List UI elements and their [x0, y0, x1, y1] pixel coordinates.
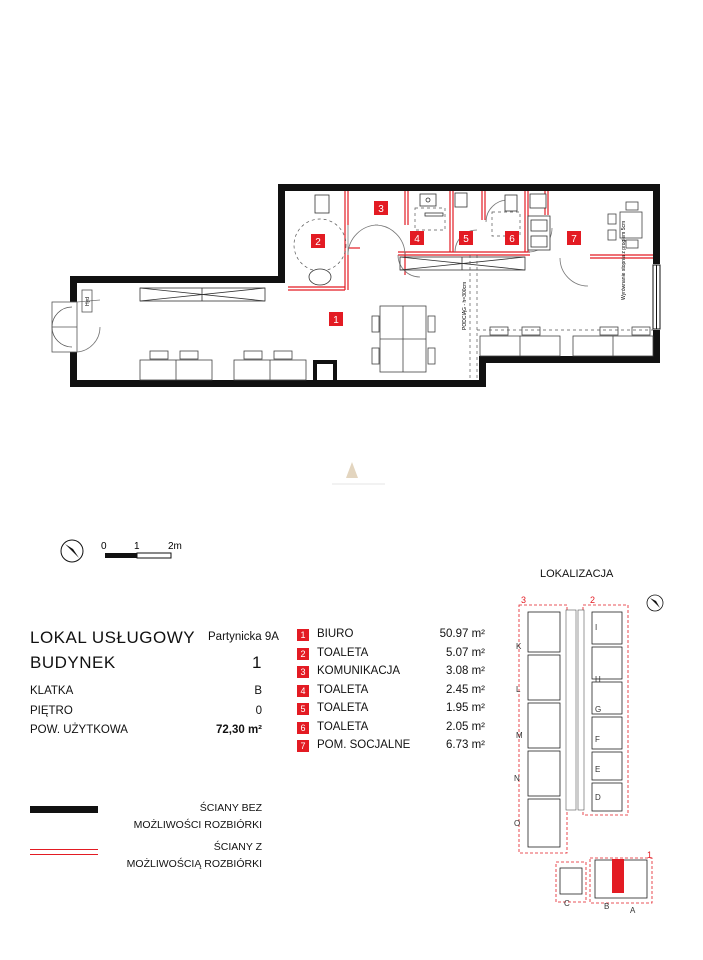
klatka-value: B: [254, 685, 262, 697]
svg-text:6: 6: [509, 234, 515, 245]
room-row: 4 TOALETA 2.45 m²: [297, 683, 497, 701]
location-map: [500, 588, 680, 918]
svg-text:C: C: [564, 899, 570, 908]
pow-value: 72,30 m²: [215, 724, 262, 736]
scale-bar: [55, 535, 195, 570]
scale-two: 2m: [168, 541, 182, 552]
svg-text:B: B: [604, 902, 610, 911]
room-row: 3 KOMUNIKACJA 3.08 m²: [297, 664, 497, 682]
svg-text:I: I: [595, 623, 598, 632]
svg-text:G: G: [595, 705, 602, 714]
legend-removable-text: ŚCIANY Z MOŻLIWOŚCIĄ ROZBIÓRKI: [126, 841, 262, 870]
svg-text:D: D: [595, 793, 601, 802]
svg-text:4: 4: [414, 234, 420, 245]
hyd-label: Hyd: [85, 297, 91, 306]
address: Partynicka 9A: [208, 631, 279, 643]
room-row: 1 BIURO 50.97 m²: [297, 627, 497, 645]
room-row: 6 TOALETA 2.05 m²: [297, 720, 497, 738]
pietro-value: 0: [255, 705, 262, 717]
svg-text:5: 5: [463, 234, 469, 245]
svg-text:N: N: [514, 774, 520, 783]
svg-text:F: F: [595, 735, 600, 744]
legend-fixed-wall-swatch: [30, 806, 98, 813]
room-row: 5 TOALETA 1.95 m²: [297, 701, 497, 719]
budynek-label: BUDYNEK: [30, 653, 116, 672]
pow-label: POW. UŻYTKOWA: [30, 724, 128, 736]
lokal-label: LOKAL USŁUGOWY: [30, 628, 196, 647]
svg-text:E: E: [595, 765, 601, 774]
svg-text:O: O: [514, 819, 521, 828]
compass-icon-small: [647, 595, 663, 611]
building-marker-number: 1: [647, 850, 653, 860]
podciag-label: PODCIĄG - h=300cm: [462, 281, 468, 330]
scale-one: 1: [134, 541, 140, 552]
watermark-logo: [332, 462, 385, 484]
klatka-label: KLATKA: [30, 685, 74, 697]
room-row: 7 POM. SOCJALNE 6.73 m²: [297, 738, 497, 756]
legend-removable-wall-swatch: [30, 849, 98, 855]
col-left-number: 3: [521, 595, 527, 605]
svg-text:K: K: [516, 642, 522, 651]
svg-text:M: M: [516, 731, 523, 740]
scale-zero: 0: [101, 541, 107, 552]
budynek-value: 1: [252, 653, 262, 672]
svg-text:7: 7: [571, 234, 577, 245]
svg-text:H: H: [595, 675, 601, 684]
pietro-label: PIĘTRO: [30, 705, 73, 717]
location-title: LOKALIZACJA: [540, 568, 614, 580]
svg-text:A: A: [630, 906, 636, 915]
room-row: 2 TOALETA 5.07 m²: [297, 646, 497, 664]
stopien-label: Wyrównanie stopnia z progiem 5cm: [621, 220, 627, 300]
svg-text:L: L: [516, 685, 521, 694]
desks: [140, 202, 653, 380]
col-right-number: 2: [590, 595, 596, 605]
svg-text:1: 1: [333, 315, 339, 326]
svg-text:2: 2: [315, 237, 321, 248]
legend-fixed-text: ŚCIANY BEZ MOŻLIWOŚCI ROZBIÓRKI: [133, 802, 262, 831]
svg-text:3: 3: [378, 204, 384, 215]
compass-icon: [61, 540, 83, 562]
